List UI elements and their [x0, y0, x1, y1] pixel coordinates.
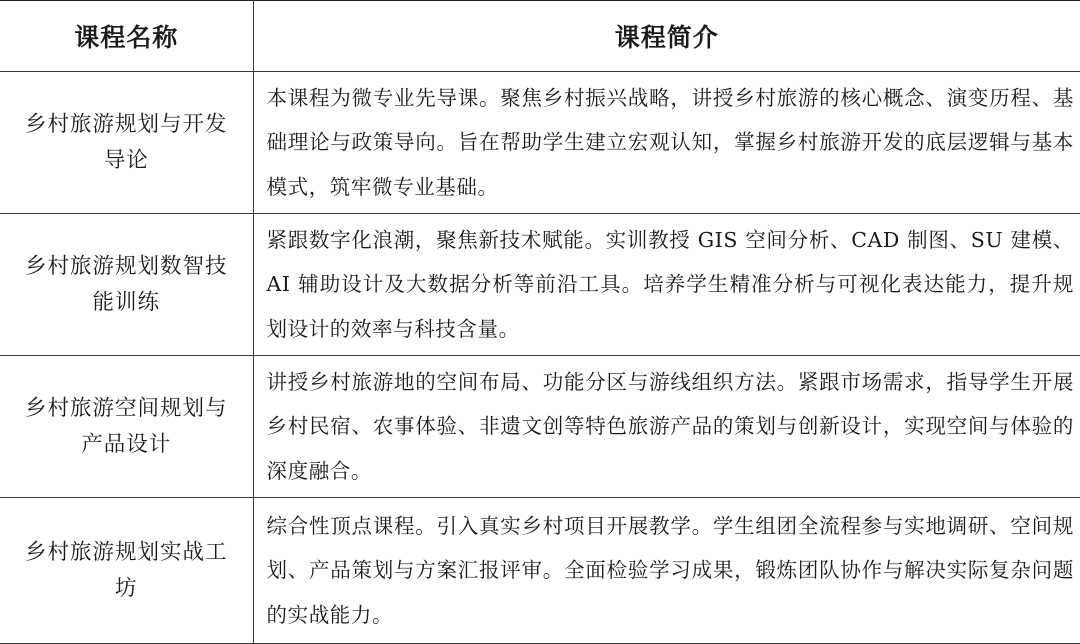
course-description-cell: 本课程为微专业先导课。聚焦乡村振兴战略，讲授乡村旅游的核心概念、演变历程、基础理论与政策导向。旨在帮助学生建立宏观认知，掌握乡村旅游开发的底层逻辑与基本模式，筑牢微专业基础。 [253, 72, 1080, 214]
table-row [0, 214, 1080, 356]
course-name-cell: 乡村旅游规划数智技能训练 [0, 214, 253, 356]
course-description-cell: 综合性顶点课程。引入真实乡村项目开展教学。学生组团全流程参与实地调研、空间规划、产品策划与方案汇报评审。全面检验学习成果，锻炼团队协作与解决实际复杂问题的实战能力。 [253, 498, 1080, 644]
course-name-cell: 乡村旅游规划实战工坊 [0, 498, 253, 644]
table-row [0, 72, 1080, 214]
table-header-row [0, 1, 1080, 72]
course-description-cell: 讲授乡村旅游地的空间布局、功能分区与游线组织方法。紧跟市场需求，指导学生开展乡村民宿、农事体验、非遗文创等特色旅游产品的策划与创新设计，实现空间与体验的深度融合。 [253, 356, 1080, 498]
course-description-cell: 紧跟数字化浪潮，聚焦新技术赋能。实训教授 GIS 空间分析、CAD 制图、SU 建模、AI 辅助设计及大数据分析等前沿工具。培养学生精准分析与可视化表达能力，提升规划设计的效率与科技含量。 [253, 214, 1080, 356]
table-row [0, 498, 1080, 644]
course-name-cell: 乡村旅游空间规划与产品设计 [0, 356, 253, 498]
header-course-description: 课程简介 [253, 1, 1080, 72]
header-course-name: 课程名称 [0, 1, 253, 72]
course-name-cell: 乡村旅游规划与开发导论 [0, 72, 253, 214]
table-row [0, 356, 1080, 498]
